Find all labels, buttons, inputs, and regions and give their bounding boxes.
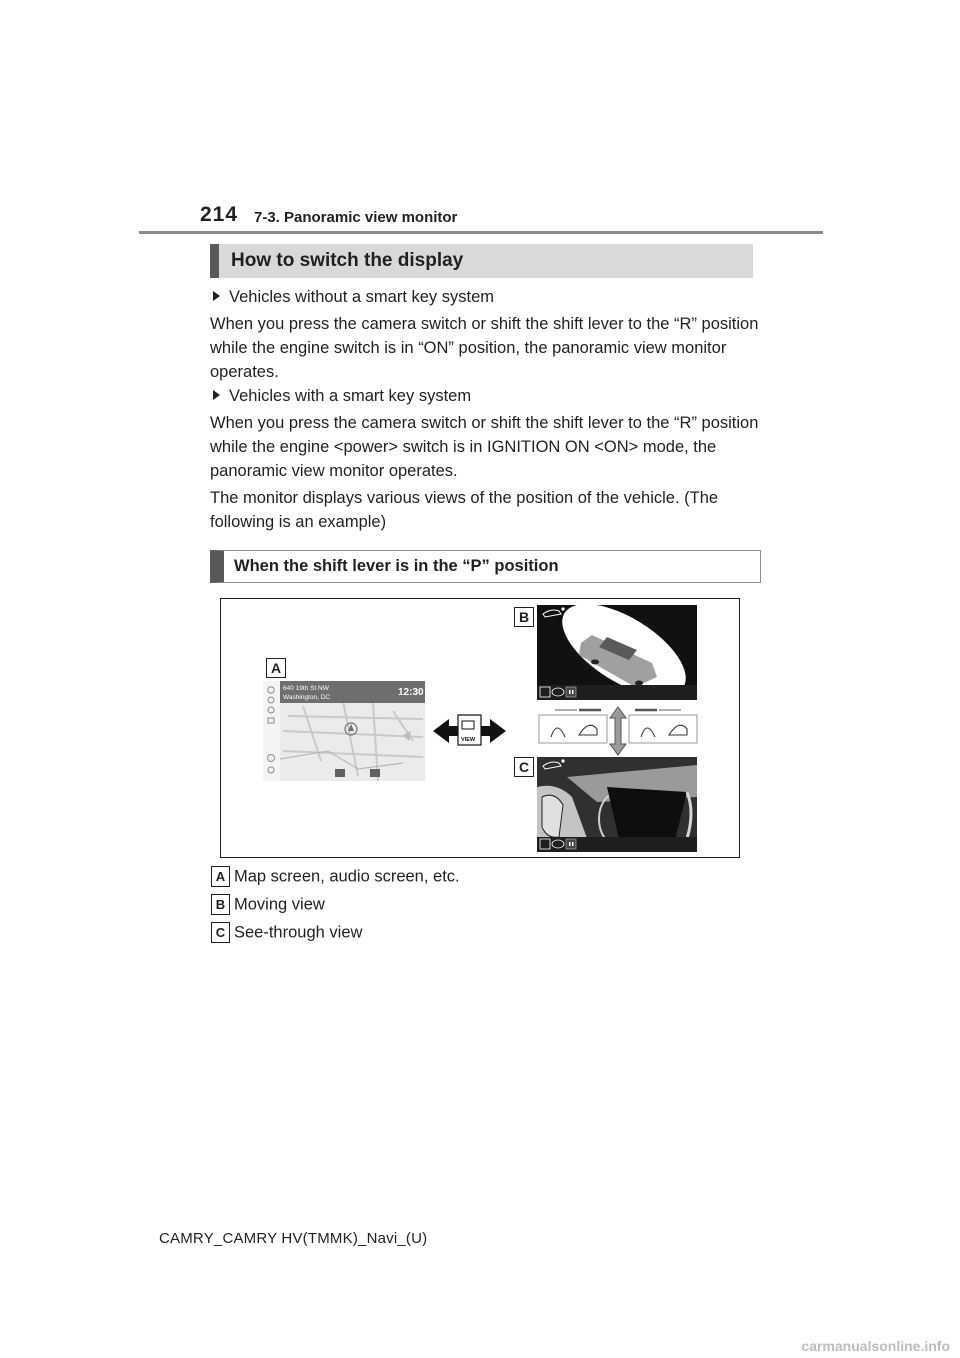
subheading-text: When the shift lever is in the “P” position [234,557,559,575]
map-side-toolbar [263,681,280,781]
map-poi-button-2 [370,769,380,777]
see-through-view-illustration [537,757,697,852]
triangle-bullet-icon [213,291,220,301]
watermark: carmanualsonline.info [801,1338,950,1354]
label-c: C [514,757,534,777]
legend-text: Moving view [234,895,325,914]
header-rule [139,231,823,234]
label-b: B [514,607,534,627]
page-number: 214 [200,203,239,226]
map-illustration [263,681,425,781]
car-wheel [635,681,643,686]
paragraph-smart-key: When you press the camera switch or shift the shift lever to the “R” position while the engine <power> switch is in IGNITION ON <ON> mode, the panoramic view monitor operates. [210,414,759,480]
bullet-no-smart-key [213,287,494,307]
subheading [210,550,761,583]
section-title: 7-3. Panoramic view monitor [254,209,458,226]
bullet-smart-key [213,386,471,406]
front-wheel-outline [542,795,563,837]
switch-arrow-illustration [431,711,508,751]
moving-view-screen [537,605,697,700]
label-a: A [266,658,286,678]
legend-letter: B [211,894,230,915]
car-wheel [591,660,599,665]
section-heading [210,244,753,278]
legend-item-a [211,866,460,887]
legend-item-b [211,894,325,915]
paragraph-no-smart-key: When you press the camera switch or shift the shift lever to the “R” position while the engine switch is in “ON” position, the panoramic view monitor operates. [210,315,759,381]
map-clock: 12:30 [398,687,424,698]
map-address-line2: Washington, DC [283,694,331,701]
map-address-line1: 640 19th St NW [283,685,329,692]
vertical-double-arrow-icon [610,707,626,755]
display-switch-figure [220,598,740,858]
control-bar [537,837,697,852]
bullet-text: Vehicles with a smart key system [229,387,472,405]
section-heading-text: How to switch the display [231,250,464,271]
legend-text: See-through view [234,923,363,942]
moving-view-illustration [537,605,697,700]
see-through-view-screen [537,757,697,852]
camera-mode-icon [543,610,561,617]
camera-mode-dot [561,607,564,610]
footer-model-code: CAMRY_CAMRY HV(TMMK)_Navi_(U) [159,1230,428,1247]
camera-mode-dot [561,759,564,762]
pause-bar [569,842,571,846]
paragraph-example: The monitor displays various views of the position of the vehicle. (The following is an example) [210,489,719,531]
pause-bar [572,842,574,846]
pause-bar [569,690,571,694]
legend-letter: A [211,866,230,887]
pause-button [566,839,576,849]
view-button-text: VIEW [461,737,476,743]
pause-bar [572,690,574,694]
legend-item-c [211,922,362,943]
pause-button [566,687,576,697]
map-poi-button-1 [335,769,345,777]
triangle-bullet-icon [213,390,220,400]
control-bar [537,685,697,700]
legend-letter: C [211,922,230,943]
bullet-text: Vehicles without a smart key system [229,288,495,306]
legend-text: Map screen, audio screen, etc. [234,867,460,886]
view-toggle-illustration [531,705,706,757]
map-screen [263,681,425,781]
